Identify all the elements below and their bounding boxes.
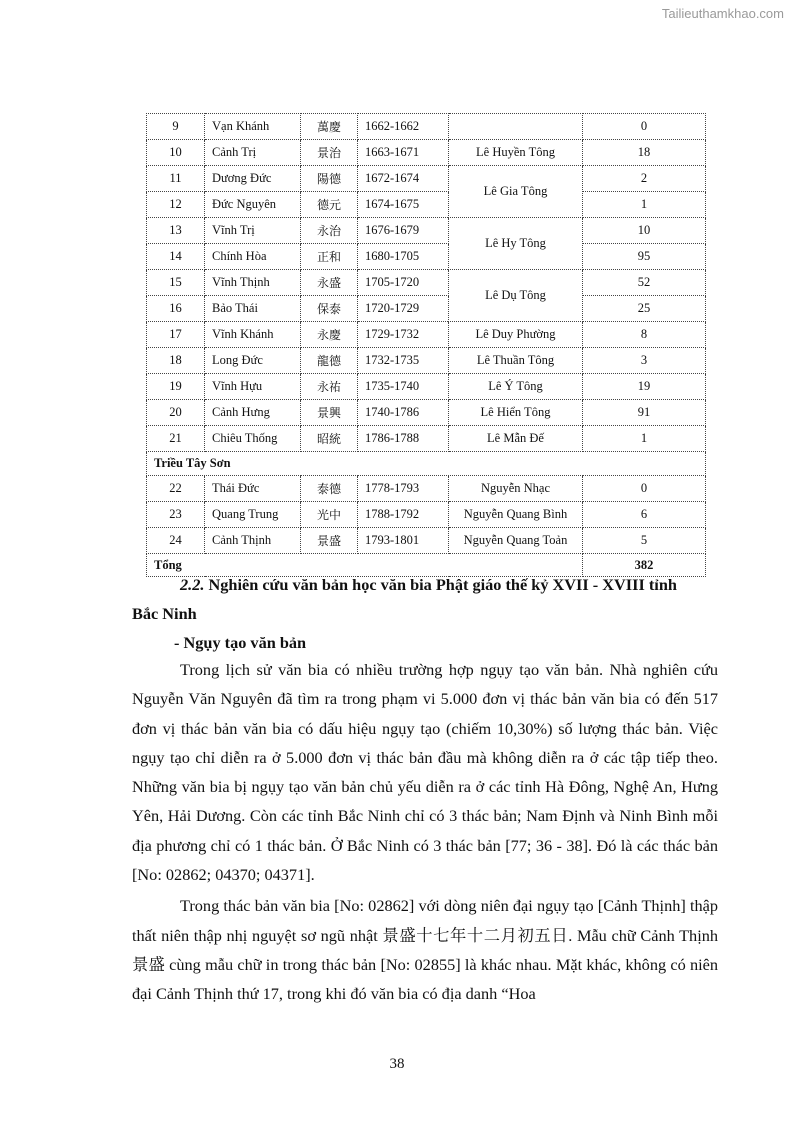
king-name — [449, 114, 583, 140]
table-row — [147, 296, 706, 322]
row-number: 16 — [147, 296, 205, 322]
row-number: 9 — [147, 114, 205, 140]
era-han: 正和 — [301, 244, 358, 270]
era-years: 1778-1793 — [358, 476, 449, 502]
stele-count: 91 — [583, 400, 706, 426]
row-number: 19 — [147, 374, 205, 400]
era-name: Vạn Khánh — [205, 114, 301, 140]
body-text — [132, 655, 718, 1009]
table-row — [147, 528, 706, 554]
era-years: 1740-1786 — [358, 400, 449, 426]
stele-count: 6 — [583, 502, 706, 528]
subheading: - Ngụy tạo văn bản — [174, 633, 307, 652]
row-number: 11 — [147, 166, 205, 192]
era-name: Vĩnh Trị — [205, 218, 301, 244]
stele-count: 19 — [583, 374, 706, 400]
king-name: Lê Mẫn Đế — [449, 426, 583, 452]
era-han: 光中 — [301, 502, 358, 528]
table-row — [147, 244, 706, 270]
era-name: Vĩnh Khánh — [205, 322, 301, 348]
era-han: 龍德 — [301, 348, 358, 374]
row-number: 17 — [147, 322, 205, 348]
stele-count: 8 — [583, 322, 706, 348]
row-number: 22 — [147, 476, 205, 502]
table-row — [147, 140, 706, 166]
table-row — [147, 348, 706, 374]
total-label: Tổng — [147, 554, 583, 577]
era-han: 萬慶 — [301, 114, 358, 140]
era-years: 1680-1705 — [358, 244, 449, 270]
era-years: 1674-1675 — [358, 192, 449, 218]
row-number: 15 — [147, 270, 205, 296]
era-han: 永治 — [301, 218, 358, 244]
era-years: 1663-1671 — [358, 140, 449, 166]
stele-count: 95 — [583, 244, 706, 270]
era-name: Cảnh Hưng — [205, 400, 301, 426]
era-years: 1793-1801 — [358, 528, 449, 554]
stele-count: 1 — [583, 192, 706, 218]
king-name: Nguyễn Quang Toản — [449, 528, 583, 554]
era-years: 1732-1735 — [358, 348, 449, 374]
table-row — [147, 192, 706, 218]
era-years: 1729-1732 — [358, 322, 449, 348]
king-name: Lê Duy Phường — [449, 322, 583, 348]
paragraph: Trong lịch sử văn bia có nhiều trường hợp ngụy tạo văn bản. Nhà nghiên cứu Nguyễn Văn Nguyên đã tìm ra trong phạm vi 5.000 đơn vị thác bản văn bia có đến 517 đơn vị thác bản văn bia có dấu hiệu ngụy tạo (chiếm 10,30%) số lượng thác bản. Việc ngụy tạo chỉ diễn ra ở 5.000 đơn vị thác bản đầu mà không diễn ra ở các tập tiếp theo. Những văn bia bị ngụy tạo văn bản chủ yếu diễn ra ở các tỉnh Hà Đông, Nghệ An, Hưng Yên, Hải Dương. Còn các tỉnh Bắc Ninh chỉ có 3 thác bản; Nam Định và Ninh Bình mỗi địa phương chỉ có 1 thác bản. Ở Bắc Ninh có 3 thác bản [77; 36 - 38]. Đó là các thác bản [No: 02862; 04370; 04371]. — [132, 660, 718, 885]
king-name: Lê Gia Tông — [449, 166, 583, 218]
watermark: Tailieuthamkhao.com — [661, 6, 784, 21]
era-years: 1735-1740 — [358, 374, 449, 400]
row-number: 13 — [147, 218, 205, 244]
era-years: 1705-1720 — [358, 270, 449, 296]
era-name: Vĩnh Hựu — [205, 374, 301, 400]
stele-count: 25 — [583, 296, 706, 322]
stele-count: 0 — [583, 114, 706, 140]
section-title-line1: Nghiên cứu văn bản học văn bia Phật giáo thế kỷ XVII - XVIII tỉnh — [204, 575, 677, 594]
era-han: 保泰 — [301, 296, 358, 322]
era-han: 德元 — [301, 192, 358, 218]
section-number: 2.2. — [180, 575, 205, 594]
king-name: Lê Ý Tông — [449, 374, 583, 400]
section-heading — [132, 570, 718, 628]
table-row — [147, 476, 706, 502]
era-name: Cảnh Thịnh — [205, 528, 301, 554]
paragraph: Trong thác bản văn bia [No: 02862] với dòng niên đại ngụy tạo [Cảnh Thịnh] thập thất niên thập nhị nguyệt sơ ngũ nhật 景盛十七年十二月初五日. Mẫu chữ Cảnh Thịnh 景盛 cùng mẫu chữ in trong thác bản [No: 02855] là khác nhau. Mặt khác, không có niên đại Cảnh Thịnh thứ 17, trong khi đó văn bia có địa danh “Hoa — [132, 896, 718, 1004]
table-row — [147, 426, 706, 452]
table-row — [147, 374, 706, 400]
stele-count: 18 — [583, 140, 706, 166]
era-name: Dương Đức — [205, 166, 301, 192]
row-number: 12 — [147, 192, 205, 218]
king-name: Nguyễn Nhạc — [449, 476, 583, 502]
stele-count: 3 — [583, 348, 706, 374]
row-number: 14 — [147, 244, 205, 270]
row-number: 21 — [147, 426, 205, 452]
era-han: 景盛 — [301, 528, 358, 554]
era-name: Long Đức — [205, 348, 301, 374]
king-name: Lê Dụ Tông — [449, 270, 583, 322]
table-row — [147, 114, 706, 140]
era-years: 1788-1792 — [358, 502, 449, 528]
table-row — [147, 400, 706, 426]
king-name: Lê Hy Tông — [449, 218, 583, 270]
row-number: 20 — [147, 400, 205, 426]
stele-count: 1 — [583, 426, 706, 452]
era-name: Cảnh Trị — [205, 140, 301, 166]
king-name: Lê Thuần Tông — [449, 348, 583, 374]
king-name: Nguyễn Quang Bình — [449, 502, 583, 528]
era-years: 1672-1674 — [358, 166, 449, 192]
king-name: Lê Huyền Tông — [449, 140, 583, 166]
total-value: 382 — [583, 554, 706, 577]
era-name: Bảo Thái — [205, 296, 301, 322]
era-han: 景治 — [301, 140, 358, 166]
era-han: 永慶 — [301, 322, 358, 348]
stele-count: 10 — [583, 218, 706, 244]
era-name: Thái Đức — [205, 476, 301, 502]
era-han: 景興 — [301, 400, 358, 426]
era-years: 1720-1729 — [358, 296, 449, 322]
page-number: 38 — [389, 1056, 405, 1072]
era-han: 陽德 — [301, 166, 358, 192]
era-name: Chính Hòa — [205, 244, 301, 270]
era-han: 昭統 — [301, 426, 358, 452]
stele-count: 52 — [583, 270, 706, 296]
era-years: 1676-1679 — [358, 218, 449, 244]
row-number: 24 — [147, 528, 205, 554]
row-number: 23 — [147, 502, 205, 528]
row-number: 10 — [147, 140, 205, 166]
stele-count: 0 — [583, 476, 706, 502]
table-row — [147, 502, 706, 528]
table-row — [147, 166, 706, 192]
dynasty-label: Triều Tây Sơn — [147, 452, 706, 476]
era-years: 1662-1662 — [358, 114, 449, 140]
era-han: 泰德 — [301, 476, 358, 502]
era-name: Quang Trung — [205, 502, 301, 528]
era-name: Vĩnh Thịnh — [205, 270, 301, 296]
row-number: 18 — [147, 348, 205, 374]
era-name-table — [146, 113, 706, 577]
era-han: 永祐 — [301, 374, 358, 400]
section-title-line2: Bắc Ninh — [132, 604, 197, 623]
stele-count: 2 — [583, 166, 706, 192]
era-years: 1786-1788 — [358, 426, 449, 452]
era-name: Chiêu Thống — [205, 426, 301, 452]
stele-count: 5 — [583, 528, 706, 554]
era-name: Đức Nguyên — [205, 192, 301, 218]
table-row — [147, 322, 706, 348]
era-han: 永盛 — [301, 270, 358, 296]
table-section-row — [147, 452, 706, 476]
table-row — [147, 270, 706, 296]
king-name: Lê Hiển Tông — [449, 400, 583, 426]
table-row — [147, 218, 706, 244]
